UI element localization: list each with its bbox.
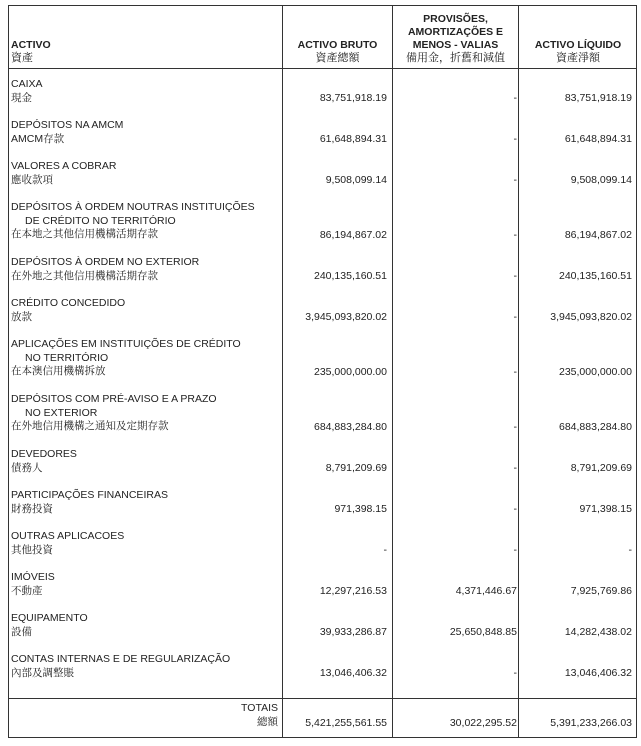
- table-row: [9, 160, 636, 201]
- row-label-zh: 在本澳信用機構拆放: [11, 365, 106, 377]
- value-bruto: 86,194,867.02: [319, 228, 387, 241]
- row-label: [11, 338, 281, 379]
- value-provisoes: -: [513, 461, 517, 474]
- row-label-pt: CAIXA: [11, 78, 43, 90]
- value-bruto: 39,933,286.87: [319, 625, 387, 638]
- row-label: [11, 393, 281, 434]
- row-label-pt: DEVEDORES: [11, 448, 77, 460]
- header-pt: ACTIVO: [11, 39, 51, 51]
- totals-row: [9, 698, 636, 740]
- value-provisoes: -: [513, 365, 517, 378]
- value-bruto: -: [383, 543, 387, 556]
- header-activo-bruto: [283, 39, 392, 65]
- table-row: [9, 78, 636, 119]
- row-label: [11, 653, 281, 680]
- row-label-pt: APLICAÇÕES EM INSTITUIÇÕES DE CRÉDITO: [11, 338, 241, 350]
- value-liquido: 13,046,406.32: [564, 666, 632, 679]
- value-bruto: 684,883,284.80: [314, 420, 387, 433]
- value-bruto: 12,297,216.53: [319, 584, 387, 597]
- header-pt: AMORTIZAÇÕES E: [407, 26, 504, 38]
- row-label-pt: IMÓVEIS: [11, 571, 55, 583]
- value-liquido: 971,398.15: [579, 502, 632, 515]
- table-row: [9, 201, 636, 256]
- totals-provisoes: 30,022,295.52: [449, 716, 517, 729]
- row-label-zh: 債務人: [11, 461, 43, 474]
- row-label: [11, 119, 281, 146]
- value-liquido: 86,194,867.02: [564, 228, 632, 241]
- row-label-zh: 現金: [11, 91, 32, 104]
- balance-sheet-table: [8, 5, 637, 738]
- value-bruto: 235,000,000.00: [314, 365, 387, 378]
- row-label-zh: 不動產: [11, 584, 43, 597]
- row-label-zh: 在本地之其他信用機構活期存款: [11, 228, 158, 240]
- value-liquido: 9,508,099.14: [570, 173, 632, 186]
- value-provisoes: -: [513, 502, 517, 515]
- header-zh: 資產淨額: [556, 52, 600, 64]
- value-bruto: 971,398.15: [334, 502, 387, 515]
- table-row: [9, 530, 636, 571]
- value-liquido: 684,883,284.80: [559, 420, 632, 433]
- row-label: [11, 612, 281, 639]
- totals-liquido: 5,391,233,266.03: [550, 716, 632, 729]
- table-row: [9, 612, 636, 653]
- value-bruto: 3,945,093,820.02: [305, 310, 387, 323]
- row-label-pt-cont: DE CRÉDITO NO TERRITÓRIO: [25, 214, 176, 227]
- totals-zh: 總額: [257, 715, 278, 728]
- value-bruto: 8,791,209.69: [325, 461, 387, 474]
- table-header: [9, 6, 636, 69]
- row-label-pt: DEPÓSITOS À ORDEM NO EXTERIOR: [11, 256, 200, 268]
- totals-pt: TOTAIS: [241, 702, 278, 714]
- row-label-zh: 應收款項: [11, 173, 53, 186]
- value-bruto: 9,508,099.14: [325, 173, 387, 186]
- row-label-pt: DEPÓSITOS NA AMCM: [11, 119, 124, 131]
- value-provisoes: 4,371,446.67: [455, 584, 517, 597]
- totals-bruto: 5,421,255,561.55: [305, 716, 387, 729]
- row-label: [11, 530, 281, 557]
- table-row: [9, 489, 636, 530]
- row-label-zh: 在外地信用機構之通知及定期存款: [11, 420, 169, 432]
- table-row: [9, 448, 636, 489]
- row-label-zh: 內部及調整賬: [11, 666, 74, 679]
- row-label-zh: 財務投資: [11, 502, 53, 515]
- value-provisoes: -: [513, 269, 517, 282]
- table-row: [9, 338, 636, 393]
- table-row: [9, 297, 636, 338]
- value-liquido: -: [628, 543, 632, 556]
- value-liquido: 3,945,093,820.02: [550, 310, 632, 323]
- value-provisoes: -: [513, 173, 517, 186]
- row-label: [11, 297, 281, 324]
- value-liquido: 61,648,894.31: [564, 132, 632, 145]
- row-label: [11, 78, 281, 105]
- value-liquido: 7,925,769.86: [570, 584, 632, 597]
- row-label-pt: DEPÓSITOS À ORDEM NOUTRAS INSTITUIÇÕES: [11, 201, 255, 213]
- row-label-pt: CRÉDITO CONCEDIDO: [11, 297, 126, 309]
- row-label-zh: 在外地之其他信用機構活期存款: [11, 269, 158, 282]
- header-pt: ACTIVO BRUTO: [297, 39, 378, 51]
- row-label-zh: 放款: [11, 310, 32, 323]
- header-activo-liquido: [519, 39, 637, 65]
- row-label-zh: 設備: [11, 625, 32, 638]
- value-provisoes: -: [513, 310, 517, 323]
- value-provisoes: -: [513, 666, 517, 679]
- table-row: [9, 393, 636, 448]
- row-label-zh: AMCM存款: [11, 132, 65, 145]
- table-row: [9, 256, 636, 297]
- row-label-pt: VALORES A COBRAR: [11, 160, 117, 172]
- header-activo: [11, 39, 51, 65]
- row-label-pt: PARTICIPAÇÕES FINANCEIRAS: [11, 489, 168, 501]
- row-label-pt: CONTAS INTERNAS E DE REGULARIZAÇÃO: [11, 653, 231, 665]
- row-label: [11, 160, 281, 187]
- row-label-pt: EQUIPAMENTO: [11, 612, 88, 624]
- table-row: [9, 653, 636, 694]
- header-zh: 資產總額: [315, 52, 360, 64]
- value-liquido: 240,135,160.51: [559, 269, 632, 282]
- value-liquido: 14,282,438.02: [564, 625, 632, 638]
- table-body: [9, 78, 636, 694]
- value-provisoes: -: [513, 543, 517, 556]
- value-bruto: 13,046,406.32: [319, 666, 387, 679]
- value-provisoes: -: [513, 91, 517, 104]
- row-label-pt-cont: NO EXTERIOR: [25, 406, 98, 419]
- row-label-pt: OUTRAS APLICACOES: [11, 530, 125, 542]
- value-liquido: 235,000,000.00: [559, 365, 632, 378]
- value-bruto: 83,751,918.19: [319, 91, 387, 104]
- header-provisoes: [393, 13, 518, 65]
- row-label-pt-cont: NO TERRITÓRIO: [25, 351, 109, 364]
- row-label-zh: 其他投資: [11, 543, 53, 556]
- row-label-pt: DEPÓSITOS COM PRÉ-AVISO E A PRAZO: [11, 393, 217, 405]
- header-pt: PROVISÕES,: [423, 13, 488, 25]
- value-bruto: 61,648,894.31: [319, 132, 387, 145]
- row-label: [11, 571, 281, 598]
- value-provisoes: -: [513, 420, 517, 433]
- header-zh: 備用金，折舊和減值: [406, 52, 505, 64]
- row-label: [11, 489, 281, 516]
- totals-label: [241, 702, 278, 729]
- header-zh: 資產: [11, 52, 33, 64]
- value-bruto: 240,135,160.51: [314, 269, 387, 282]
- value-provisoes: -: [513, 228, 517, 241]
- header-pt: MENOS - VALIAS: [412, 39, 499, 51]
- value-liquido: 8,791,209.69: [570, 461, 632, 474]
- value-provisoes: -: [513, 132, 517, 145]
- row-label: [11, 448, 281, 475]
- header-pt: ACTIVO LÍQUIDO: [534, 39, 622, 51]
- value-provisoes: 25,650,848.85: [449, 625, 517, 638]
- row-label: [11, 256, 281, 283]
- value-liquido: 83,751,918.19: [564, 91, 632, 104]
- table-row: [9, 571, 636, 612]
- table-row: [9, 119, 636, 160]
- row-label: [11, 201, 281, 242]
